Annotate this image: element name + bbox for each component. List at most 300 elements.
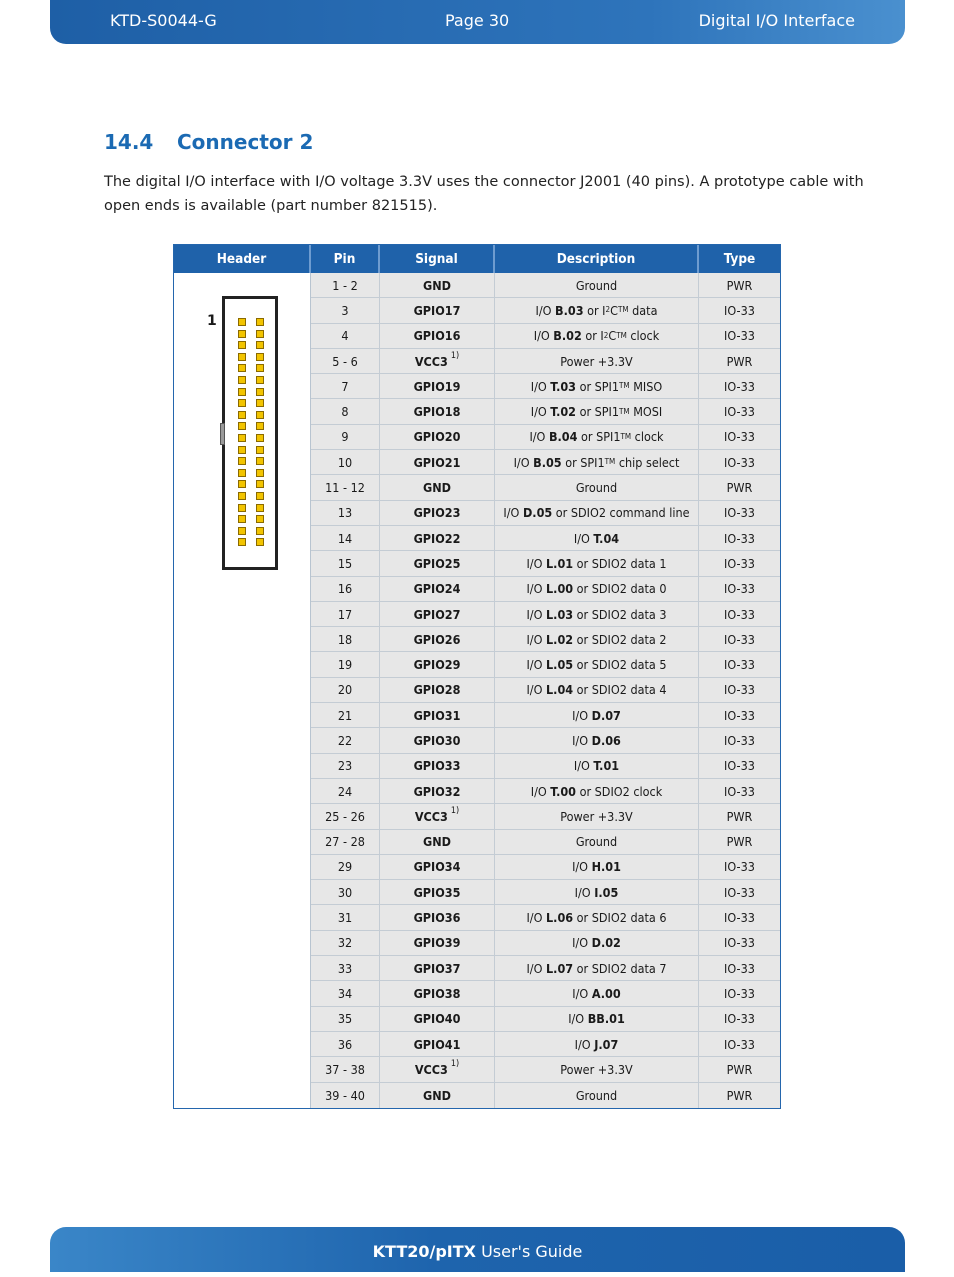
description-text: chip select	[615, 454, 680, 470]
signal-name: GPIO20	[413, 429, 461, 445]
description-text: or I	[581, 328, 604, 344]
table-row	[311, 627, 780, 652]
signal-name: GND	[423, 480, 451, 496]
table-row	[311, 1083, 780, 1108]
column-header-signal: Signal	[380, 245, 495, 273]
pin-cell: 5 - 6	[311, 349, 380, 373]
table-row	[311, 1057, 780, 1082]
description-text: or SDIO2 data 2	[573, 631, 667, 647]
table-row	[311, 475, 780, 500]
description-text: D.06	[591, 732, 621, 748]
description-text: L.04	[546, 682, 574, 698]
signal-cell	[380, 779, 495, 803]
pin-cell: 1 - 2	[311, 273, 380, 297]
section-heading	[104, 130, 313, 154]
type-cell: IO-33	[699, 728, 780, 752]
type-cell: IO-33	[699, 1032, 780, 1056]
connector-pin	[238, 422, 246, 430]
description-text: I/O	[530, 378, 551, 394]
table-row	[311, 779, 780, 804]
description-text: T.00	[550, 783, 576, 799]
description-text: A.00	[591, 985, 621, 1001]
signal-cell	[380, 425, 495, 449]
description-cell	[495, 602, 699, 626]
table-row	[311, 981, 780, 1006]
footer-suffix: User's Guide	[476, 1242, 583, 1261]
table-row	[311, 374, 780, 399]
connector-pin	[238, 538, 246, 546]
signal-name: GND	[423, 277, 451, 293]
type-cell: PWR	[699, 804, 780, 828]
connector-pin	[256, 330, 264, 338]
description-text: or SPI1	[576, 378, 620, 394]
signal-cell	[380, 577, 495, 601]
description-cell	[495, 475, 699, 499]
signal-name: GPIO21	[413, 454, 461, 470]
description-cell: I/O B.04 or SPI1 TM clock	[495, 425, 699, 449]
doc-id: KTD-S0044-G	[110, 11, 217, 30]
description-text: I/O	[572, 732, 592, 748]
description-text: L.05	[546, 657, 574, 673]
signal-name: GPIO32	[413, 783, 461, 799]
signal-name: GPIO16	[413, 328, 461, 344]
type-cell: IO-33	[699, 703, 780, 727]
pin-cell: 18	[311, 627, 380, 651]
type-cell: IO-33	[699, 905, 780, 929]
intro-paragraph: The digital I/O interface with I/O voltage 3.3V uses the connector J2001 (40 pins). A prototype cable with open ends is available (part number 821515).	[104, 174, 864, 214]
signal-name: GPIO36	[413, 910, 461, 926]
connector-pin	[238, 353, 246, 361]
description-cell	[495, 905, 699, 929]
description-text: I.05	[594, 884, 619, 900]
table-row	[311, 526, 780, 551]
signal-cell	[380, 273, 495, 297]
description-text: T.01	[593, 758, 620, 774]
description-text: Ground	[575, 1087, 618, 1103]
pin-cell: 20	[311, 678, 380, 702]
signal-cell	[380, 399, 495, 423]
type-cell: IO-33	[699, 399, 780, 423]
header-diagram-cell	[174, 273, 311, 1108]
connector-pin	[238, 457, 246, 465]
type-cell: IO-33	[699, 981, 780, 1005]
description-text: I/O	[530, 783, 551, 799]
connector-pin	[238, 364, 246, 372]
connector-pin	[238, 515, 246, 523]
description-text: Ground	[575, 277, 618, 293]
pin-cell: 10	[311, 450, 380, 474]
type-cell: IO-33	[699, 551, 780, 575]
chapter-title: Digital I/O Interface	[698, 11, 855, 30]
table-row	[311, 1032, 780, 1057]
signal-name: GPIO19	[413, 378, 461, 394]
type-cell: PWR	[699, 1057, 780, 1081]
type-cell: PWR	[699, 830, 780, 854]
signal-cell	[380, 1083, 495, 1108]
signal-name: GPIO28	[413, 682, 461, 698]
pin-cell: 11 - 12	[311, 475, 380, 499]
type-cell: IO-33	[699, 754, 780, 778]
footnote-marker: 1)	[450, 806, 460, 817]
connector-pin	[256, 341, 264, 349]
type-cell: IO-33	[699, 652, 780, 676]
description-cell	[495, 855, 699, 879]
pin-cell: 36	[311, 1032, 380, 1056]
pin-cell: 8	[311, 399, 380, 423]
table-row	[311, 728, 780, 753]
description-text: or SDIO2 data 3	[573, 606, 667, 622]
description-cell	[495, 273, 699, 297]
pin-cell: 33	[311, 956, 380, 980]
signal-cell	[380, 1032, 495, 1056]
description-text: I/O	[526, 910, 547, 926]
signal-cell	[380, 450, 495, 474]
type-cell: IO-33	[699, 880, 780, 904]
type-cell: IO-33	[699, 931, 780, 955]
description-text: L.00	[546, 581, 574, 597]
pin-cell: 15	[311, 551, 380, 575]
pin-cell: 25 - 26	[311, 804, 380, 828]
table-row	[311, 678, 780, 703]
pin1-label: 1	[207, 313, 217, 329]
description-text: D.05	[522, 505, 553, 521]
signal-name: VCC3	[414, 1061, 448, 1077]
table-row	[311, 703, 780, 728]
table-row	[311, 501, 780, 526]
description-text: T.04	[593, 530, 620, 546]
description-text: I/O	[526, 606, 547, 622]
description-text: or SDIO2 command line	[552, 505, 690, 521]
description-cell: I/O T.03 or SPI1 TM MISO	[495, 374, 699, 398]
pin-cell: 9	[311, 425, 380, 449]
connector-pin	[238, 318, 246, 326]
type-cell: IO-33	[699, 627, 780, 651]
pin-cell: 13	[311, 501, 380, 525]
connector-pin	[238, 480, 246, 488]
table-row	[311, 855, 780, 880]
description-cell	[495, 804, 699, 828]
type-cell: IO-33	[699, 779, 780, 803]
signal-cell	[380, 855, 495, 879]
table-row	[311, 349, 780, 374]
description-cell	[495, 981, 699, 1005]
pin-cell: 3	[311, 298, 380, 322]
type-cell: PWR	[699, 475, 780, 499]
description-text: MOSI	[629, 404, 663, 420]
pin-cell: 34	[311, 981, 380, 1005]
signal-name: VCC3	[414, 808, 448, 824]
type-cell: IO-33	[699, 956, 780, 980]
pin-cell: 4	[311, 324, 380, 348]
signal-name: VCC3	[414, 353, 448, 369]
connector-key-notch	[220, 423, 225, 445]
type-cell: IO-33	[699, 678, 780, 702]
description-text: T.02	[550, 404, 576, 420]
signal-name: GPIO25	[413, 555, 461, 571]
signal-cell	[380, 754, 495, 778]
table-row	[311, 602, 780, 627]
description-cell: I/O B.03 or I 2 C TM data	[495, 298, 699, 322]
connector-pin	[256, 353, 264, 361]
connector-pin	[256, 364, 264, 372]
signal-cell	[380, 1057, 495, 1081]
description-text: clock	[626, 328, 660, 344]
description-text: or SPI1	[561, 454, 605, 470]
connector-pin	[256, 446, 264, 454]
signal-cell	[380, 551, 495, 575]
table-row	[311, 905, 780, 930]
table-row	[311, 273, 780, 298]
table-row	[311, 804, 780, 829]
description-text: I/O	[574, 884, 595, 900]
description-text: I/O	[533, 328, 554, 344]
connector-pin	[238, 446, 246, 454]
connector-pin	[238, 330, 246, 338]
description-text: Ground	[575, 834, 618, 850]
description-text: or SDIO2 data 1	[573, 555, 667, 571]
connector-pin	[238, 388, 246, 396]
signal-name: GPIO24	[413, 581, 461, 597]
signal-name: GPIO17	[413, 302, 461, 318]
description-text: D.07	[591, 707, 621, 723]
column-header-header: Header	[174, 245, 311, 273]
signal-name: GND	[423, 1087, 451, 1103]
type-cell: PWR	[699, 349, 780, 373]
table-row	[311, 830, 780, 855]
description-cell: I/O B.02 or I 2 C TM clock	[495, 324, 699, 348]
description-text: I/O	[572, 985, 592, 1001]
description-text: or SDIO2 data 5	[573, 657, 667, 673]
description-text: B.04	[548, 429, 578, 445]
signal-name: GPIO27	[413, 606, 461, 622]
description-text: BB.01	[587, 1011, 625, 1027]
description-cell	[495, 754, 699, 778]
description-text: B.03	[555, 302, 584, 318]
description-text: D.02	[591, 935, 621, 951]
signal-name: GPIO31	[413, 707, 461, 723]
description-text: I/O	[572, 935, 592, 951]
connector-pin	[238, 376, 246, 384]
page-number: Page 30	[445, 11, 510, 30]
description-text: I/O	[535, 302, 556, 318]
connector-pin	[256, 388, 264, 396]
pin-cell: 7	[311, 374, 380, 398]
footer-product: KTT20/pITX	[372, 1242, 476, 1261]
description-text: I/O	[573, 758, 594, 774]
connector-pin	[238, 527, 246, 535]
description-text: I/O	[526, 581, 547, 597]
type-cell: IO-33	[699, 425, 780, 449]
table-header-row	[174, 245, 780, 273]
connector-pin	[256, 469, 264, 477]
description-cell	[495, 678, 699, 702]
signal-name: GPIO22	[413, 530, 461, 546]
description-text: or SDIO2 data 6	[573, 910, 667, 926]
signal-cell	[380, 349, 495, 373]
type-cell: IO-33	[699, 577, 780, 601]
description-text: or SDIO2 data 4	[573, 682, 667, 698]
description-text: I/O	[513, 454, 534, 470]
pin-cell: 35	[311, 1007, 380, 1031]
description-cell	[495, 652, 699, 676]
description-text: Ground	[575, 480, 618, 496]
pinout-table	[173, 244, 781, 1109]
signal-cell	[380, 678, 495, 702]
table-row	[311, 577, 780, 602]
signal-cell	[380, 905, 495, 929]
column-header-type: Type	[723, 251, 756, 267]
description-text: I/O	[573, 530, 594, 546]
pin-cell: 30	[311, 880, 380, 904]
description-text: L.03	[546, 606, 574, 622]
description-text: I/O	[526, 682, 547, 698]
description-text: I/O	[572, 859, 592, 875]
description-cell	[495, 931, 699, 955]
description-text: I/O	[526, 657, 547, 673]
table-row	[311, 956, 780, 981]
footnote-marker: 1)	[450, 351, 460, 362]
pin-cell: 17	[311, 602, 380, 626]
description-cell	[495, 830, 699, 854]
type-cell: IO-33	[699, 450, 780, 474]
description-text: I/O	[530, 404, 551, 420]
signal-cell	[380, 298, 495, 322]
description-text: or I	[583, 302, 606, 318]
footnote-marker: 1)	[450, 1059, 460, 1070]
type-cell: IO-33	[699, 374, 780, 398]
type-cell: PWR	[699, 273, 780, 297]
pin-cell: 21	[311, 703, 380, 727]
signal-name: GPIO41	[413, 1036, 461, 1052]
description-text: B.02	[553, 328, 582, 344]
description-cell	[495, 501, 699, 525]
type-cell: IO-33	[699, 501, 780, 525]
signal-name: GPIO30	[413, 732, 461, 748]
pin-cell: 29	[311, 855, 380, 879]
description-text: L.07	[546, 960, 574, 976]
description-cell: I/O B.05 or SPI1 TM chip select	[495, 450, 699, 474]
pin-cell: 22	[311, 728, 380, 752]
description-cell	[495, 1032, 699, 1056]
type-cell: IO-33	[699, 1007, 780, 1031]
connector-pin	[256, 504, 264, 512]
signal-cell	[380, 374, 495, 398]
signal-cell	[380, 627, 495, 651]
section-number: 14.4	[104, 130, 154, 154]
connector-pin	[256, 399, 264, 407]
pin-cell: 31	[311, 905, 380, 929]
description-cell	[495, 880, 699, 904]
description-text: or SDIO2 data 7	[573, 960, 667, 976]
description-cell	[495, 577, 699, 601]
table-row	[311, 880, 780, 905]
description-text: or SPI1	[576, 404, 620, 420]
description-text: data	[628, 302, 658, 318]
table-row	[311, 931, 780, 956]
description-cell	[495, 349, 699, 373]
description-cell	[495, 779, 699, 803]
signal-cell	[380, 981, 495, 1005]
description-text: C	[608, 328, 617, 344]
description-text: I/O	[574, 1036, 595, 1052]
connector-pin	[256, 457, 264, 465]
description-cell	[495, 551, 699, 575]
description-text: B.05	[533, 454, 562, 470]
signal-cell	[380, 931, 495, 955]
signal-name: GND	[423, 834, 451, 850]
signal-cell	[380, 830, 495, 854]
table-row	[311, 450, 780, 475]
section-title: Connector 2	[177, 130, 314, 154]
signal-cell	[380, 804, 495, 828]
connector-pin	[256, 515, 264, 523]
signal-cell	[380, 526, 495, 550]
description-text: or SPI1	[577, 429, 621, 445]
description-text: I/O	[526, 631, 547, 647]
description-text: C	[610, 302, 618, 318]
type-cell: PWR	[699, 1083, 780, 1108]
signal-name: GPIO18	[413, 404, 461, 420]
description-text: or SDIO2 data 0	[573, 581, 667, 597]
description-cell: I/O T.02 or SPI1 TM MOSI	[495, 399, 699, 423]
table-row	[311, 1007, 780, 1032]
signal-cell	[380, 956, 495, 980]
connector-pin	[256, 318, 264, 326]
signal-cell	[380, 602, 495, 626]
pin-cell: 23	[311, 754, 380, 778]
signal-name: GPIO29	[413, 657, 461, 673]
description-cell	[495, 627, 699, 651]
table-row	[311, 652, 780, 677]
pin-cell: 37 - 38	[311, 1057, 380, 1081]
signal-cell	[380, 1007, 495, 1031]
description-text: L.06	[546, 910, 574, 926]
description-text: Power +3.3V	[560, 1061, 633, 1077]
description-text: clock	[631, 429, 664, 445]
connector-pin	[238, 434, 246, 442]
connector-pin	[238, 504, 246, 512]
pin-cell: 14	[311, 526, 380, 550]
pin-cell: 24	[311, 779, 380, 803]
table-row	[311, 298, 780, 323]
connector-pin	[256, 422, 264, 430]
page-footer-bar	[50, 1227, 905, 1272]
description-cell	[495, 1083, 699, 1108]
signal-cell	[380, 703, 495, 727]
connector-pin	[256, 480, 264, 488]
type-cell: IO-33	[699, 526, 780, 550]
signal-cell	[380, 652, 495, 676]
description-text: I/O	[568, 1011, 588, 1027]
signal-name: GPIO26	[413, 631, 461, 647]
table-rows	[311, 273, 780, 1108]
signal-name: GPIO35	[413, 884, 461, 900]
type-cell: IO-33	[699, 855, 780, 879]
description-text: I/O	[572, 707, 592, 723]
description-text: or SDIO2 clock	[576, 783, 663, 799]
pin-cell: 19	[311, 652, 380, 676]
connector-pin	[238, 411, 246, 419]
type-cell: IO-33	[699, 298, 780, 322]
pin-cell: 16	[311, 577, 380, 601]
signal-cell	[380, 501, 495, 525]
description-cell	[495, 526, 699, 550]
description-text: J.07	[594, 1036, 619, 1052]
description-text: I/O	[503, 505, 523, 521]
table-row	[311, 754, 780, 779]
connector-pin	[256, 527, 264, 535]
signal-name: GPIO39	[413, 935, 461, 951]
